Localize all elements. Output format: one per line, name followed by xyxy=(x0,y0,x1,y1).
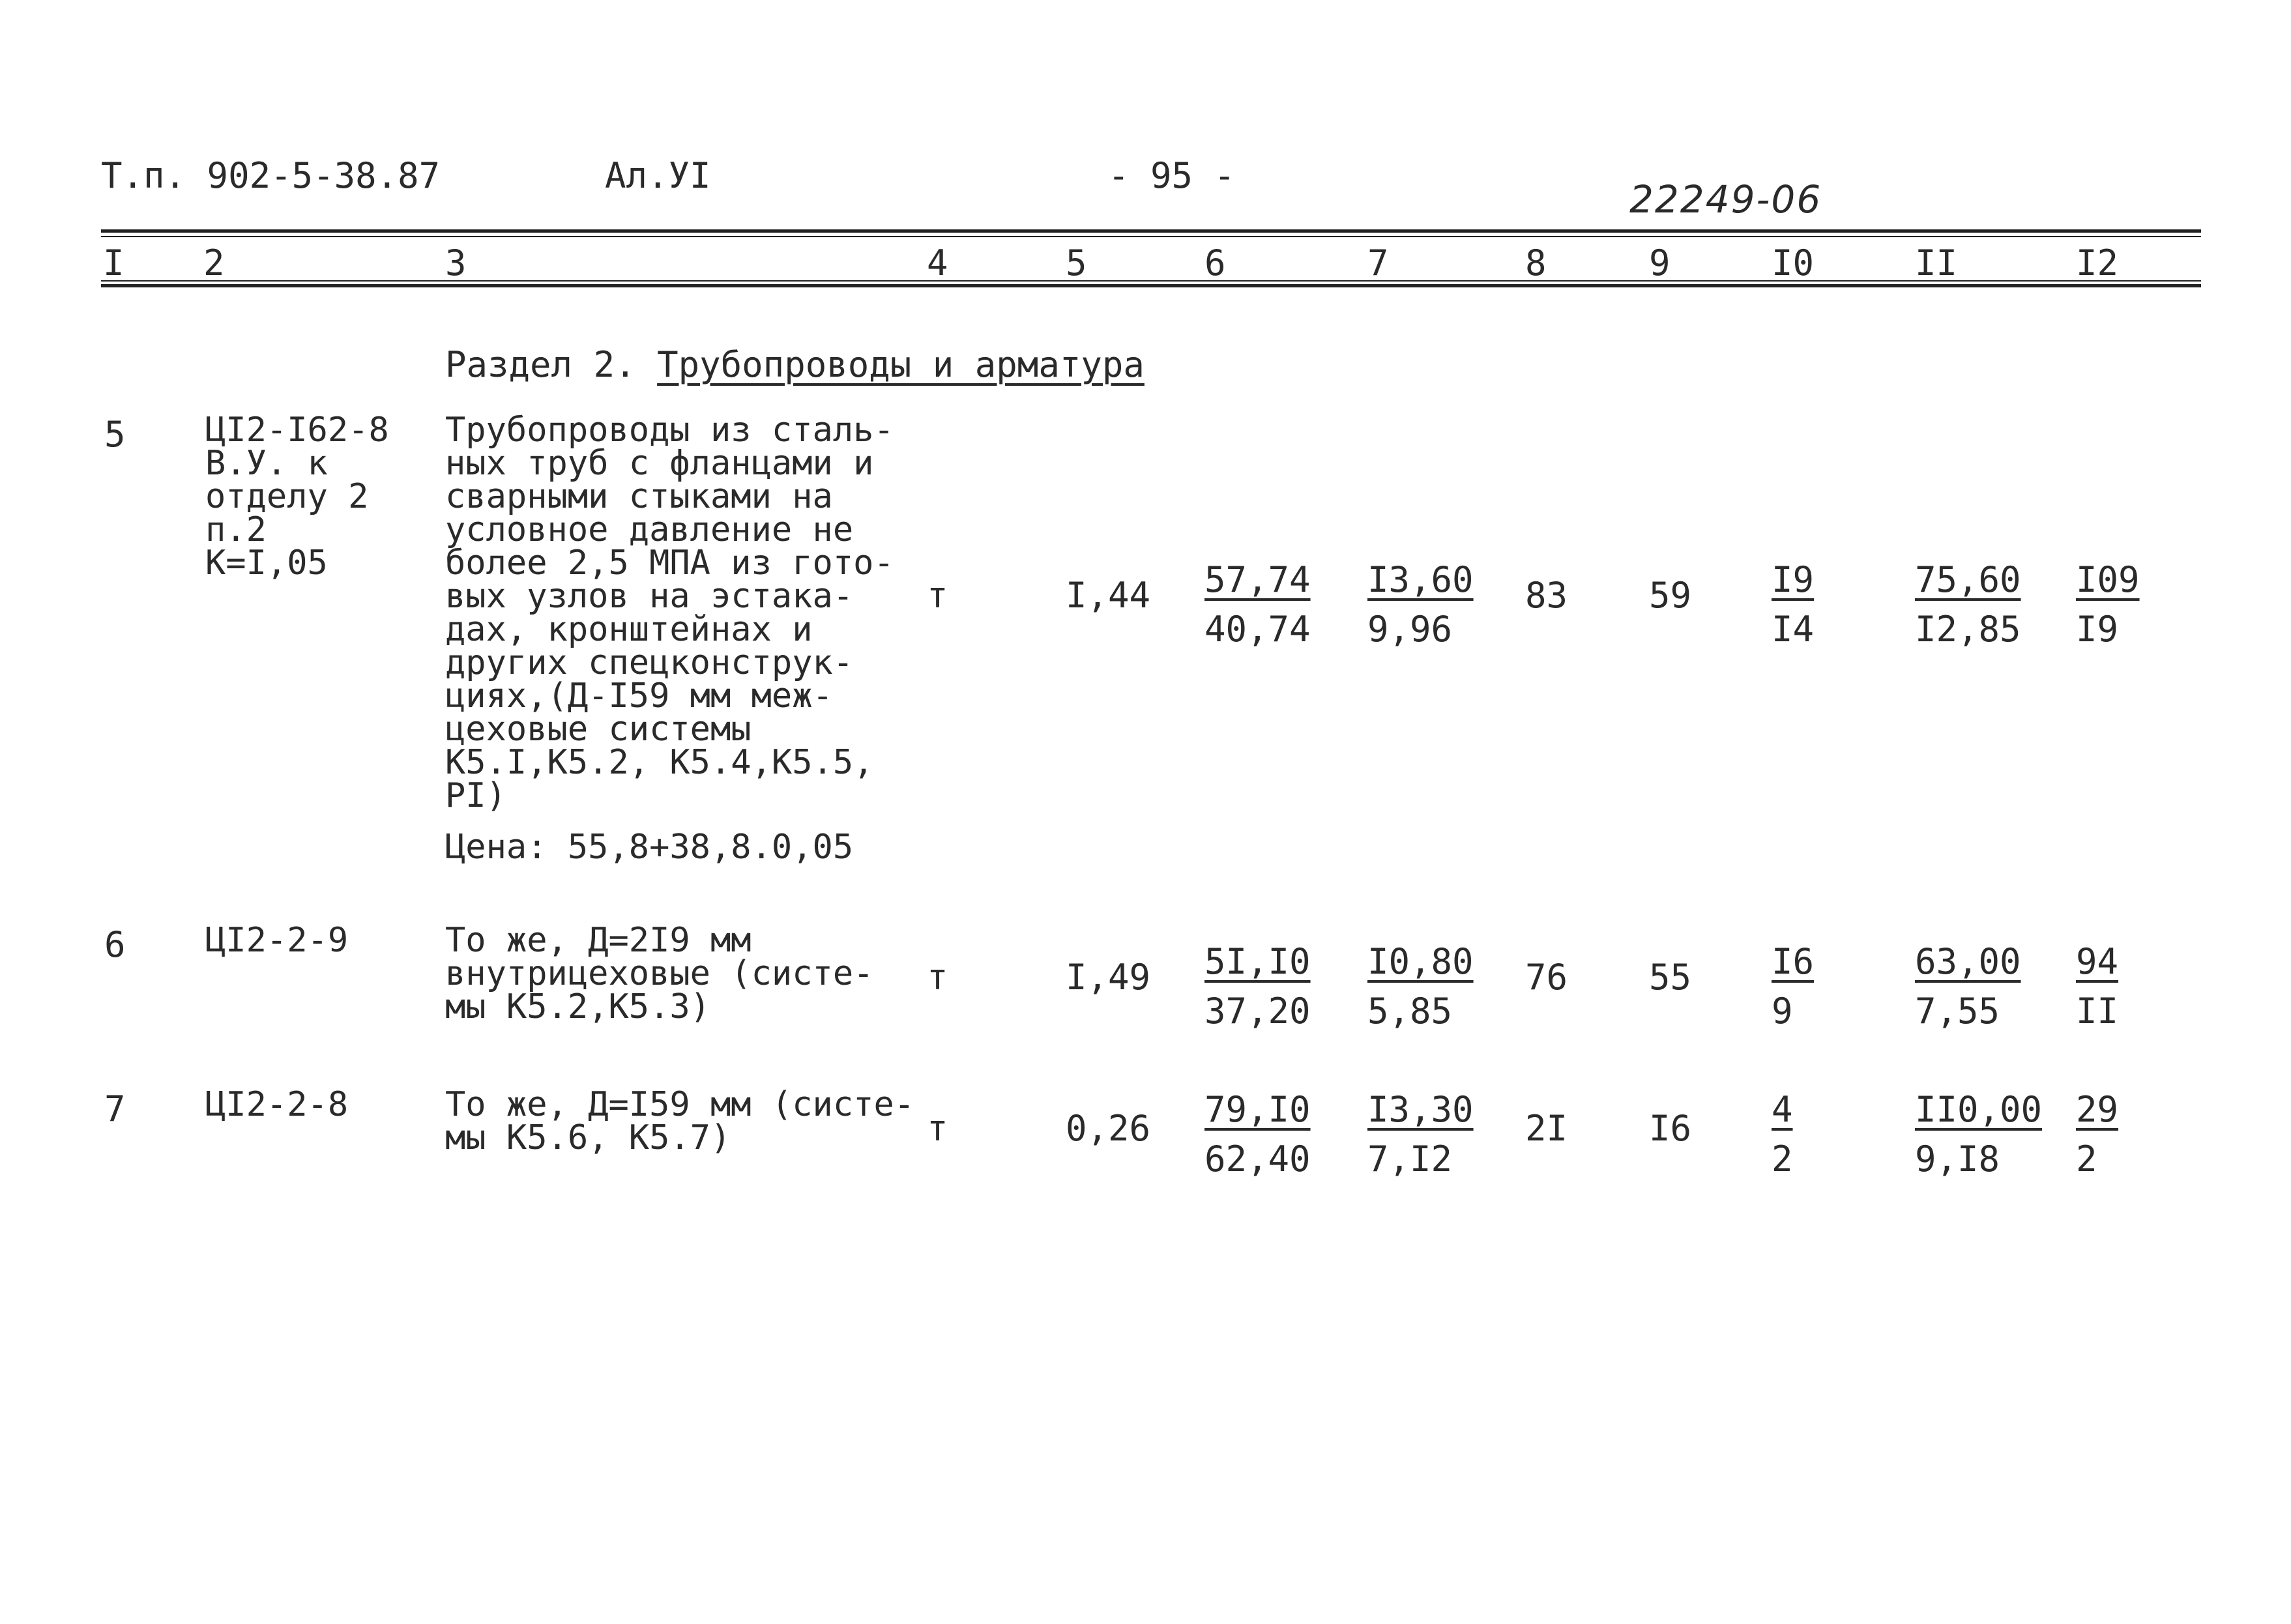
row-5-number: 5 xyxy=(104,414,126,455)
desc-line: более 2,5 МПА из гото- xyxy=(445,544,894,583)
row-6-quantity: I,49 xyxy=(1066,957,1151,998)
row-6-col10 xyxy=(1772,937,1814,1036)
code-line: ЦI2-2-9 xyxy=(205,921,349,960)
row-5-col7 xyxy=(1367,555,1474,654)
desc-line: То же, Д=I59 мм (систе- xyxy=(445,1085,915,1124)
row-6-col7 xyxy=(1367,937,1474,1036)
album-number: Ал.УI xyxy=(605,155,711,196)
column-number-5: 5 xyxy=(1066,242,1087,283)
code-line: В.У. к xyxy=(205,444,328,483)
column-number-4: 4 xyxy=(927,242,948,283)
row-5-unit: т xyxy=(927,575,948,616)
denominator: 62,40 xyxy=(1204,1138,1311,1180)
column-number-2: 2 xyxy=(203,242,225,283)
row-7-col12 xyxy=(2076,1085,2118,1184)
row-6-col8: 76 xyxy=(1525,957,1568,998)
row-6-unit: т xyxy=(927,957,948,998)
numerator: 29 xyxy=(2076,1089,2119,1130)
denominator: I4 xyxy=(1772,609,1815,650)
header-top-rule-thin xyxy=(101,236,2201,237)
code-line: К=I,05 xyxy=(205,544,328,583)
column-number-1: I xyxy=(103,242,124,283)
row-7-quantity: 0,26 xyxy=(1066,1108,1151,1149)
row-7-col7 xyxy=(1367,1085,1474,1184)
section-prefix: Раздел 2. xyxy=(445,344,636,385)
column-number-12: I2 xyxy=(2076,242,2119,283)
numerator: 57,74 xyxy=(1204,559,1311,600)
header-bottom-rule xyxy=(101,284,2201,287)
column-number-6: 6 xyxy=(1204,242,1226,283)
row-7-unit: т xyxy=(927,1108,948,1149)
row-5-col8: 83 xyxy=(1525,575,1568,616)
denominator: 7,I2 xyxy=(1367,1138,1453,1180)
row-6-description xyxy=(445,921,874,1026)
numerator: 5I,I0 xyxy=(1204,941,1311,982)
denominator: 5,85 xyxy=(1367,991,1453,1032)
denominator: 40,74 xyxy=(1204,609,1311,650)
row-7-col8: 2I xyxy=(1525,1108,1568,1149)
row-6-col6 xyxy=(1204,937,1311,1036)
header-top-rule xyxy=(101,229,2201,233)
denominator: I2,85 xyxy=(1915,609,2021,650)
denominator: 37,20 xyxy=(1204,991,1311,1032)
section-name: Трубопроводы и арматура xyxy=(657,344,1145,385)
desc-line: мы К5.2,К5.3) xyxy=(445,987,710,1026)
denominator: 9,I8 xyxy=(1915,1138,2000,1180)
desc-line: сварными стыками на xyxy=(445,477,833,516)
numerator: I3,30 xyxy=(1367,1089,1474,1130)
desc-line: внутрицеховые (систе- xyxy=(445,954,874,993)
column-number-10: I0 xyxy=(1772,242,1815,283)
row-5-description xyxy=(445,411,894,867)
desc-line: других спецконструк- xyxy=(445,643,854,682)
row-6-col12 xyxy=(2076,937,2118,1036)
desc-line: К5.I,К5.2, К5.4,К5.5, xyxy=(445,743,874,782)
row-5-col6 xyxy=(1204,555,1311,654)
column-number-8: 8 xyxy=(1525,242,1547,283)
denominator: I9 xyxy=(2076,609,2119,650)
denominator: 9,96 xyxy=(1367,609,1453,650)
desc-line: PI) xyxy=(445,776,506,815)
page-number: - 95 - xyxy=(1108,155,1236,196)
denominator: II xyxy=(2076,991,2119,1032)
row-5-quantity: I,44 xyxy=(1066,575,1151,616)
code-line: ЦI2-2-8 xyxy=(205,1085,349,1124)
row-7-col9: I6 xyxy=(1649,1108,1692,1149)
section-title xyxy=(445,344,1145,385)
numerator: I0,80 xyxy=(1367,941,1474,982)
row-7-number: 7 xyxy=(104,1088,126,1129)
row-7-col11 xyxy=(1915,1085,2042,1184)
desc-line: циях,(Д-I59 мм меж- xyxy=(445,676,833,716)
numerator: 75,60 xyxy=(1915,559,2021,600)
numerator: II0,00 xyxy=(1915,1089,2043,1130)
desc-line: ных труб с фланцами и xyxy=(445,444,874,483)
numerator: 94 xyxy=(2076,941,2119,982)
numerator: I6 xyxy=(1772,941,1815,982)
row-6-col9: 55 xyxy=(1649,957,1692,998)
row-7-col6 xyxy=(1204,1085,1311,1184)
denominator: 2 xyxy=(1772,1138,1793,1180)
desc-line: вых узлов на эстака- xyxy=(445,577,854,616)
row-5-col9: 59 xyxy=(1649,575,1692,616)
code-line: п.2 xyxy=(205,510,267,549)
desc-line: дах, кронштейнах и xyxy=(445,610,813,649)
row-7-col10 xyxy=(1772,1085,1793,1184)
column-number-9: 9 xyxy=(1649,242,1671,283)
desc-line: Трубопроводы из сталь- xyxy=(445,411,894,450)
denominator: 9 xyxy=(1772,991,1793,1032)
row-5-code xyxy=(205,411,389,583)
code-line: отделу 2 xyxy=(205,477,369,516)
row-5-col11 xyxy=(1915,555,2021,654)
header-bottom-rule-thin xyxy=(101,280,2201,282)
numerator: I09 xyxy=(2076,559,2140,600)
numerator: 63,00 xyxy=(1915,941,2021,982)
numerator: I3,60 xyxy=(1367,559,1474,600)
row-7-description xyxy=(445,1085,915,1157)
column-number-7: 7 xyxy=(1367,242,1389,283)
row-5-col12 xyxy=(2076,555,2140,654)
row-5-col10 xyxy=(1772,555,1814,654)
desc-line: То же, Д=2I9 мм xyxy=(445,921,752,960)
row-6-col11 xyxy=(1915,937,2021,1036)
denominator: 2 xyxy=(2076,1138,2097,1180)
column-number-11: II xyxy=(1915,242,1958,283)
desc-line: цеховые системы xyxy=(445,710,752,749)
code-line: ЦI2-I62-8 xyxy=(205,411,389,450)
price-note: Цена: 55,8+38,8.0,05 xyxy=(445,828,854,867)
inventory-number: 22249-06 xyxy=(1629,177,1822,222)
column-number-3: 3 xyxy=(445,242,467,283)
desc-line: мы К5.6, К5.7) xyxy=(445,1118,731,1157)
numerator: 79,I0 xyxy=(1204,1089,1311,1130)
desc-line: условное давление не xyxy=(445,510,854,549)
document-designation: Т.п. 902-5-38.87 xyxy=(101,155,441,196)
numerator: I9 xyxy=(1772,559,1815,600)
row-6-code xyxy=(205,921,349,960)
numerator: 4 xyxy=(1772,1089,1793,1130)
denominator: 7,55 xyxy=(1915,991,2000,1032)
row-6-number: 6 xyxy=(104,924,126,965)
row-7-code xyxy=(205,1085,349,1124)
